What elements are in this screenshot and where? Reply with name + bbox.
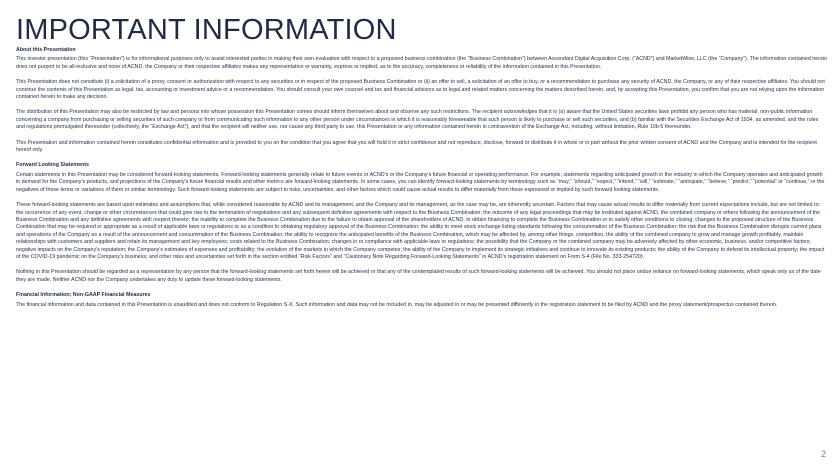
forward-paragraph-3: Nothing in this Presentation should be regarded as a representation by any person that the forward-looking statements set forth herein will be achieved or that any of the contemplated results of such forward-looking statements will be achieved. You should not place undue reliance on forward-looking statements, which speak only as of the date they are made. Neither ACND nor the Company undertakes any duty to update these forward-looking statements. [16,269,821,283]
page-title: IMPORTANT INFORMATION [16,14,397,46]
document-body [16,47,828,317]
forward-paragraph-2: These forward-looking statements are based upon estimates and assumptions that, while considered reasonable by ACND and its management, and the Company and its management, as the case may be, are inherently uncertain. Factors that may cause actual results to differ materially from current expectations include, but are not limited to: the occurrence of any event, change or other circumstances that could give rise to the termination of negotiations and any subsequent definitive agreements with respect to the Business Combination; the outcome of any legal proceedings that may be instituted against ACND, the combined company or others following the announcement of the Business Combination and any definitive agreements with respect thereto; the inability to complete the Business Combination due to the failure to obtain approval of the shareholders of ACND, to obtain financing to complete the Business Combination or to satisfy other conditions to closing; changes to the proposed structure of the Business Combination that may be required or appropriate as a result of applicable laws or regulations or as a condition to obtaining regulatory approval of the Business Combination; the ability to meet stock exchange listing standards following the consummation of the Business Combination; the risk that the Business Combination disrupts current plans and operations of the Company as a result of the announcement and consummation of the Business Combination; the ability to recognize the anticipated benefits of the Business Combination, which may be affected by, among other things, competition, the ability of the combined company to grow and manage growth profitably, maintain relationships with customers and suppliers and retain its management and key employees; costs related to the Business Combination; changes in or compliance with applicable laws or regulations; the possibility that the Company or the combined company may be adversely affected by other economic, business, and/or competitive factors; negative impacts on the Company’s reputation; the Company’s estimates of expenses and profitability; the evolution of the markets in which the Company competes; the ability of the Company to implement its strategic initiatives and continue to innovate its existing products; the ability of the Company to defend its intellectual property; the impact of the COVID-19 pandemic on the Company’s business; and other risks and uncertainties set forth in the section entitled “Risk Factors” and “Cautionary Note Regarding Forward-Looking Statements” in ACND’s registration statement on Form S-4 (File No. 333-254720). [16,202,825,260]
about-paragraph-4: This Presentation and information contained herein constitutes confidential information and is provided to you on the condition that you agree that you will hold it in strict confidence and not reproduce, disclose, forward or distribute it in whole or in part without the prior written consent of ACND and the Company and is intended for the recipient hereof only. [16,139,817,154]
section-heading-about: About this Presentation [16,47,76,53]
about-paragraph-3: The distribution of this Presentation may also be restricted by law and persons into whose possession this Presentation comes should inform themselves about and observe any such restrictions. The recipient acknowledges that it is (a) aware that the United States securities laws prohibit any person who has material, non-public information concerning a company from purchasing or selling securities of such company or from communicating such information to any other person under circumstances in which it is reasonably foreseeable that such person is likely to purchase or sell such securities, and (b) familiar with the Securities Exchange Act of 1934, as amended, and the rules and regulations promulgated thereunder (collectively, the “Exchange Act”), and that the recipient will neither use, nor cause any third party to use, this Presentation or any information contained herein in contravention of the Exchange Act, including, without limitation, Rule 10b-5 thereunder. [16,109,819,131]
about-paragraph-2: This Presentation does not constitute (i) a solicitation of a proxy, consent or authorization with respect to any securities or in respect of the proposed Business Combination or (ii) an offer to sell, a solicitation of an offer to buy, or a recommendation to purchase any security of ACND, the Company, or any of their respective affiliates. You should not construe the contents of this Presentation as legal, tax, accounting or investment advice or a recommendation. You should consult your own counsel and tax and financial advisors as to legal and related matters concerning the matters described herein, and, by accepting this Presentation, you confirm that you are not relying upon the information contained herein to make any decision. [16,79,825,101]
section-heading-financial: Financial Information; Non-GAAP Financial Measures [16,292,151,299]
section-heading-forward-looking: Forward Looking Statements [16,162,89,169]
financial-paragraph-1: The financial information and data contained in this Presentation is unaudited and does not conform to Regulation S-X. Such information and data may not be included in, may be adjusted in or may be presented differently in the registration statement to be filed by ACND and the proxy statement/prospectus contained therein. [16,301,778,308]
about-paragraph-1: This investor presentation (this “Presentation”) is for informational purposes only to assist interested parties in making their own evaluation with respect to a proposed business combination (the “Business Combination”) between Ascendant Digital Acquisition Corp. (“ACND”) and MarketWise, LLC (the “Company”). The information contained herein does not purport to be all-inclusive and none of ACND, the Company or their respective affiliates makes any representation or warranty, express or implied, as to the accuracy, completeness or reliability of the information contained in this Presentation. [16,56,828,70]
page-number: 2 [820,449,826,459]
forward-paragraph-1: Certain statements in this Presentation may be considered forward-looking statements. Forward-looking statements generally relate to future events or ACND’s or the Company’s future financial or operating performance. For example, statements regarding anticipated growth in the industry in which the Company operates and anticipated growth in demand for the Company’s products, and projections of the Company’s future financial results and other metrics are forward-looking statements. In some cases, you can identify forward-looking statements by terminology such as “may,” “should,” “expect,” “intend,” “will,” “estimate,” “anticipate,” “believe,” “predict,” “potential” or “continue,” or the negatives of these terms or variations of them or similar terminology. Such forward-looking statements are subject to risks, uncertainties, and other factors which could cause actual results to differ materially from those expressed or implied by such forward looking statements. [16,171,825,193]
